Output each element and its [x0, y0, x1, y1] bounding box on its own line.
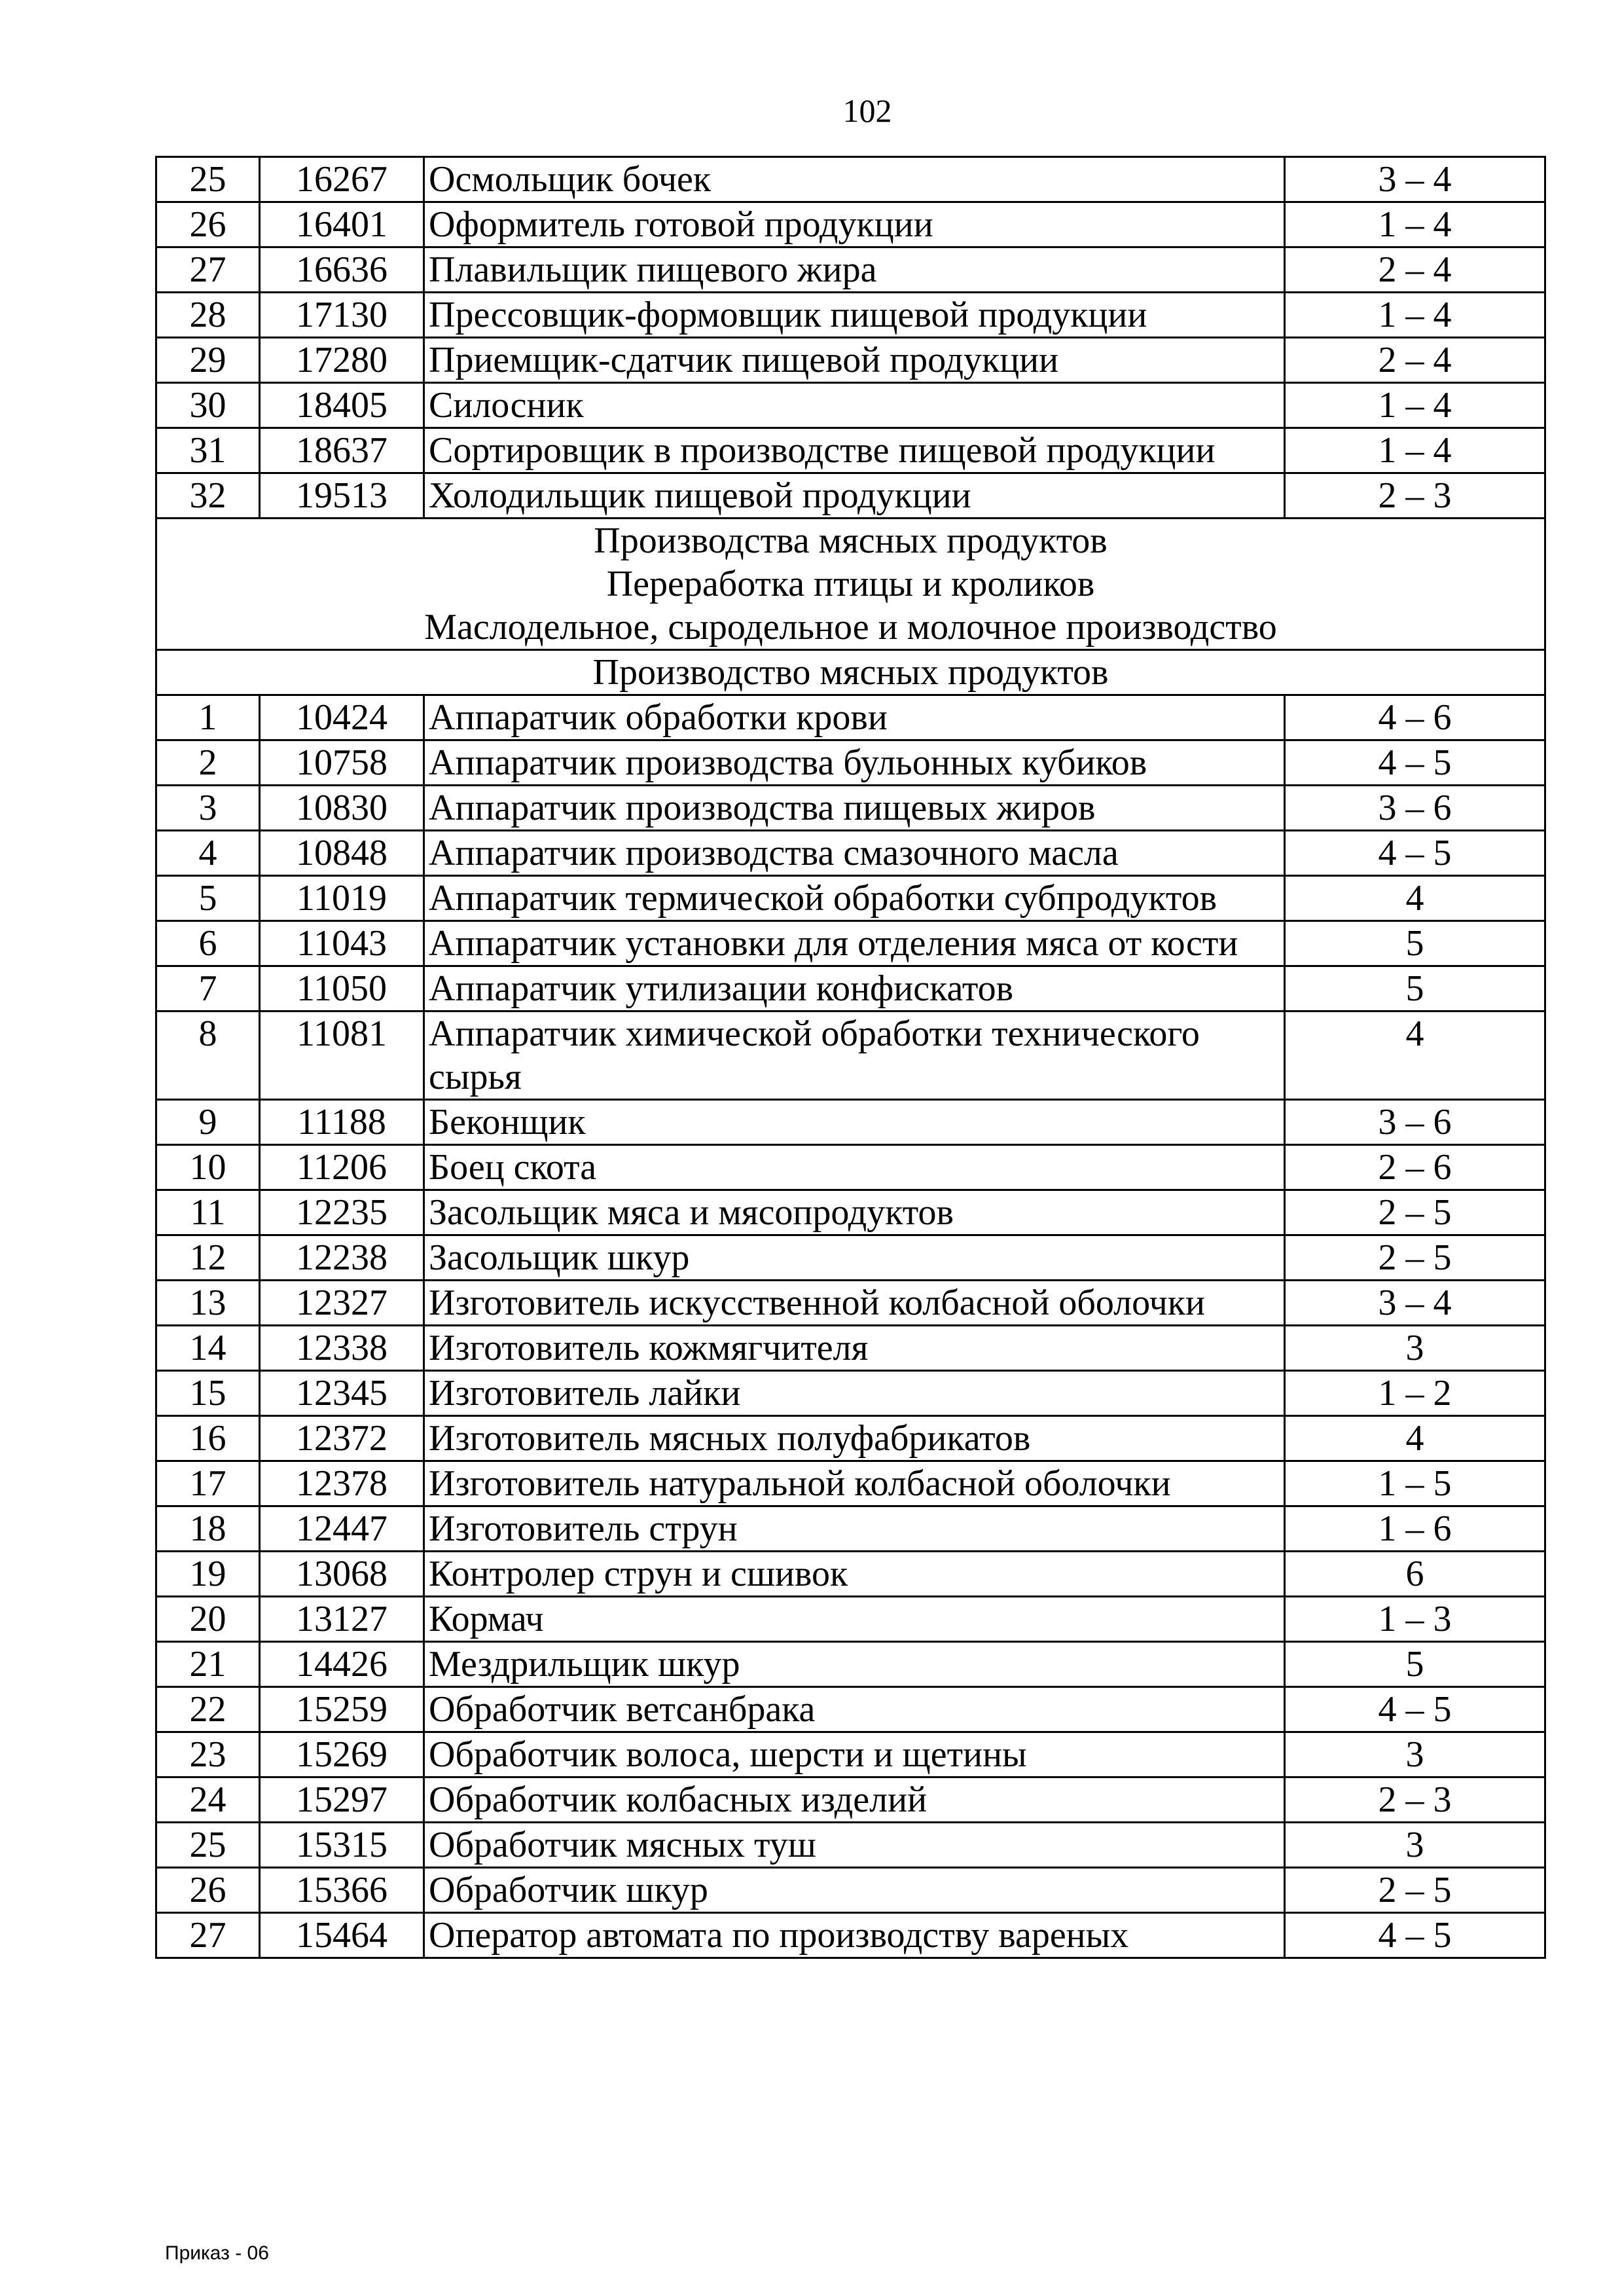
grade-range: 2 – 6 [1285, 1145, 1545, 1190]
table-row [156, 157, 1545, 202]
occupation-name: Оформитель готовой продукции [424, 202, 1285, 247]
occupation-code: 13127 [260, 1597, 424, 1642]
occupation-code: 12327 [260, 1281, 424, 1326]
occupation-code: 16401 [260, 202, 424, 247]
grade-range: 1 – 4 [1285, 383, 1545, 428]
grade-range: 3 [1285, 1732, 1545, 1777]
table-row [156, 1011, 1545, 1100]
occupation-code: 18405 [260, 383, 424, 428]
occupation-name: Изготовитель лайки [424, 1371, 1285, 1416]
occupation-name: Обработчик волоса, шерсти и щетины [424, 1732, 1285, 1777]
table-row [156, 383, 1545, 428]
occupation-name: Аппаратчик термической обработки субпродуктов [424, 876, 1285, 921]
table-row [156, 1100, 1545, 1145]
table-row [156, 1461, 1545, 1506]
grade-range: 1 – 2 [1285, 1371, 1545, 1416]
footer-label: Приказ - 06 [165, 2242, 269, 2264]
grade-range: 1 – 4 [1285, 202, 1545, 247]
table-row [156, 1416, 1545, 1461]
occupation-code: 11206 [260, 1145, 424, 1190]
grade-range: 3 [1285, 1326, 1545, 1371]
grade-range: 2 – 5 [1285, 1868, 1545, 1913]
table-row [156, 966, 1545, 1011]
occupation-name: Аппаратчик химической обработки технического сырья [424, 1011, 1285, 1100]
row-number: 26 [156, 1868, 260, 1913]
occupation-code: 12372 [260, 1416, 424, 1461]
section-heading-line3: Маслодельное, сыродельное и молочное производство [424, 607, 1277, 647]
occupation-name: Прессовщик-формовщик пищевой продукции [424, 293, 1285, 338]
grade-range: 4 – 6 [1285, 695, 1545, 740]
grade-range: 4 [1285, 1011, 1545, 1100]
occupation-name: Засольщик шкур [424, 1235, 1285, 1281]
row-number: 16 [156, 1416, 260, 1461]
grade-range: 5 [1285, 921, 1545, 966]
table-row [156, 1913, 1545, 1958]
row-number: 25 [156, 1823, 260, 1868]
table-row [156, 1506, 1545, 1552]
table-row [156, 1868, 1545, 1913]
table-row [156, 202, 1545, 247]
grade-range: 4 [1285, 876, 1545, 921]
occupation-name: Приемщик-сдатчик пищевой продукции [424, 338, 1285, 383]
row-number: 11 [156, 1190, 260, 1235]
table-row [156, 786, 1545, 831]
row-number: 22 [156, 1687, 260, 1732]
occupation-name: Оператор автомата по производству вареных [424, 1913, 1285, 1958]
table-row [156, 1687, 1545, 1732]
occupation-code: 12235 [260, 1190, 424, 1235]
row-number: 5 [156, 876, 260, 921]
occupation-code: 12238 [260, 1235, 424, 1281]
occupation-code: 11050 [260, 966, 424, 1011]
occupation-code: 17280 [260, 338, 424, 383]
occupation-name: Аппаратчик производства пищевых жиров [424, 786, 1285, 831]
occupation-code: 19513 [260, 473, 424, 519]
row-number: 9 [156, 1100, 260, 1145]
row-number: 27 [156, 247, 260, 293]
table-row [156, 1326, 1545, 1371]
row-number: 19 [156, 1552, 260, 1597]
grade-range: 4 – 5 [1285, 1913, 1545, 1958]
grade-range: 2 – 5 [1285, 1235, 1545, 1281]
grade-range: 4 – 5 [1285, 740, 1545, 786]
grade-range: 2 – 3 [1285, 473, 1545, 519]
grade-range: 4 – 5 [1285, 831, 1545, 876]
occupation-name: Обработчик шкур [424, 1868, 1285, 1913]
occupation-name: Кормач [424, 1597, 1285, 1642]
occupation-name: Аппаратчик производства смазочного масла [424, 831, 1285, 876]
table-row [156, 1371, 1545, 1416]
table-row [156, 1597, 1545, 1642]
row-number: 25 [156, 157, 260, 202]
table-row [156, 1642, 1545, 1687]
occupation-name: Мездрильщик шкур [424, 1642, 1285, 1687]
grade-range: 1 – 4 [1285, 428, 1545, 473]
grade-range: 1 – 4 [1285, 293, 1545, 338]
row-number: 2 [156, 740, 260, 786]
table-row [156, 695, 1545, 740]
occupation-name: Сортировщик в производстве пищевой продукции [424, 428, 1285, 473]
occupation-code: 15259 [260, 1687, 424, 1732]
table-row [156, 921, 1545, 966]
table-row [156, 831, 1545, 876]
table-row [156, 1281, 1545, 1326]
table-top-rows [156, 157, 1545, 519]
table-row [156, 247, 1545, 293]
occupation-code: 18637 [260, 428, 424, 473]
table-row [156, 876, 1545, 921]
row-number: 26 [156, 202, 260, 247]
grade-range: 1 – 3 [1285, 1597, 1545, 1642]
section-heading-line2: Переработка птицы и кроликов [606, 564, 1095, 604]
row-number: 3 [156, 786, 260, 831]
row-number: 4 [156, 831, 260, 876]
table-row [156, 1190, 1545, 1235]
occupation-name: Изготовитель струн [424, 1506, 1285, 1552]
occupation-name: Аппаратчик обработки крови [424, 695, 1285, 740]
row-number: 32 [156, 473, 260, 519]
section-heading-line1: Производства мясных продуктов [594, 520, 1108, 561]
occupation-name: Аппаратчик производства бульонных кубиков [424, 740, 1285, 786]
row-number: 14 [156, 1326, 260, 1371]
row-number: 1 [156, 695, 260, 740]
occupation-name: Аппаратчик установки для отделения мяса от кости [424, 921, 1285, 966]
row-number: 17 [156, 1461, 260, 1506]
table-row [156, 1777, 1545, 1823]
occupation-name: Силосник [424, 383, 1285, 428]
row-number: 15 [156, 1371, 260, 1416]
occupation-name: Беконщик [424, 1100, 1285, 1145]
grade-range: 1 – 6 [1285, 1506, 1545, 1552]
occupation-code: 14426 [260, 1642, 424, 1687]
table-row [156, 740, 1545, 786]
section-heading [156, 519, 1545, 695]
occupation-name: Изготовитель искусственной колбасной оболочки [424, 1281, 1285, 1326]
occupation-code: 11188 [260, 1100, 424, 1145]
table-bottom-rows [156, 695, 1545, 1958]
table-row [156, 338, 1545, 383]
grade-range: 2 – 3 [1285, 1777, 1545, 1823]
occupation-name: Контролер струн и сшивок [424, 1552, 1285, 1597]
grade-range: 4 [1285, 1416, 1545, 1461]
row-number: 18 [156, 1506, 260, 1552]
row-number: 31 [156, 428, 260, 473]
occupation-code: 10424 [260, 695, 424, 740]
grade-range: 1 – 5 [1285, 1461, 1545, 1506]
occupation-code: 10758 [260, 740, 424, 786]
table-row [156, 293, 1545, 338]
grade-range: 3 – 4 [1285, 1281, 1545, 1326]
occupation-code: 12378 [260, 1461, 424, 1506]
table-row [156, 1823, 1545, 1868]
grade-range: 5 [1285, 1642, 1545, 1687]
row-number: 28 [156, 293, 260, 338]
occupation-code: 15269 [260, 1732, 424, 1777]
occupation-name: Боец скота [424, 1145, 1285, 1190]
occupation-code: 15315 [260, 1823, 424, 1868]
occupation-name: Изготовитель мясных полуфабрикатов [424, 1416, 1285, 1461]
occupation-code: 10848 [260, 831, 424, 876]
grade-range: 6 [1285, 1552, 1545, 1597]
grade-range: 3 – 6 [1285, 1100, 1545, 1145]
occupation-code: 16636 [260, 247, 424, 293]
occupation-code: 15366 [260, 1868, 424, 1913]
grade-range: 2 – 4 [1285, 338, 1545, 383]
occupation-code: 13068 [260, 1552, 424, 1597]
occupation-code: 17130 [260, 293, 424, 338]
section-heading-cell [156, 519, 1545, 650]
table-row [156, 428, 1545, 473]
subsection-heading: Производство мясных продуктов [156, 650, 1545, 695]
occupation-code: 12338 [260, 1326, 424, 1371]
row-number: 7 [156, 966, 260, 1011]
row-number: 10 [156, 1145, 260, 1190]
grade-range: 4 – 5 [1285, 1687, 1545, 1732]
grade-range: 3 – 4 [1285, 157, 1545, 202]
occupation-name: Осмольщик бочек [424, 157, 1285, 202]
occupation-name: Холодильщик пищевой продукции [424, 473, 1285, 519]
row-number: 24 [156, 1777, 260, 1823]
row-number: 12 [156, 1235, 260, 1281]
row-number: 23 [156, 1732, 260, 1777]
row-number: 30 [156, 383, 260, 428]
grade-range: 3 [1285, 1823, 1545, 1868]
table-row [156, 1552, 1545, 1597]
row-number: 21 [156, 1642, 260, 1687]
row-number: 27 [156, 1913, 260, 1958]
occupation-code: 15464 [260, 1913, 424, 1958]
grade-range: 2 – 5 [1285, 1190, 1545, 1235]
row-number: 8 [156, 1011, 260, 1100]
row-number: 6 [156, 921, 260, 966]
occupation-name: Плавильщик пищевого жира [424, 247, 1285, 293]
occupation-name: Засольщик мяса и мясопродуктов [424, 1190, 1285, 1235]
occupation-name: Обработчик колбасных изделий [424, 1777, 1285, 1823]
occupation-code: 12345 [260, 1371, 424, 1416]
occupation-name: Изготовитель кожмягчителя [424, 1326, 1285, 1371]
occupation-code: 11081 [260, 1011, 424, 1100]
occupations-table [155, 156, 1546, 1959]
row-number: 29 [156, 338, 260, 383]
occupation-name: Изготовитель натуральной колбасной оболочки [424, 1461, 1285, 1506]
occupation-name: Аппаратчик утилизации конфискатов [424, 966, 1285, 1011]
grade-range: 5 [1285, 966, 1545, 1011]
table-row [156, 1145, 1545, 1190]
occupation-code: 16267 [260, 157, 424, 202]
row-number: 13 [156, 1281, 260, 1326]
row-number: 20 [156, 1597, 260, 1642]
occupation-code: 12447 [260, 1506, 424, 1552]
occupation-code: 11043 [260, 921, 424, 966]
occupation-name: Обработчик ветсанбрака [424, 1687, 1285, 1732]
table-row [156, 1235, 1545, 1281]
grade-range: 2 – 4 [1285, 247, 1545, 293]
occupation-name: Обработчик мясных туш [424, 1823, 1285, 1868]
table-row [156, 473, 1545, 519]
page-number: 102 [842, 92, 892, 129]
occupation-code: 15297 [260, 1777, 424, 1823]
grade-range: 3 – 6 [1285, 786, 1545, 831]
occupation-code: 10830 [260, 786, 424, 831]
occupation-code: 11019 [260, 876, 424, 921]
table-row [156, 1732, 1545, 1777]
